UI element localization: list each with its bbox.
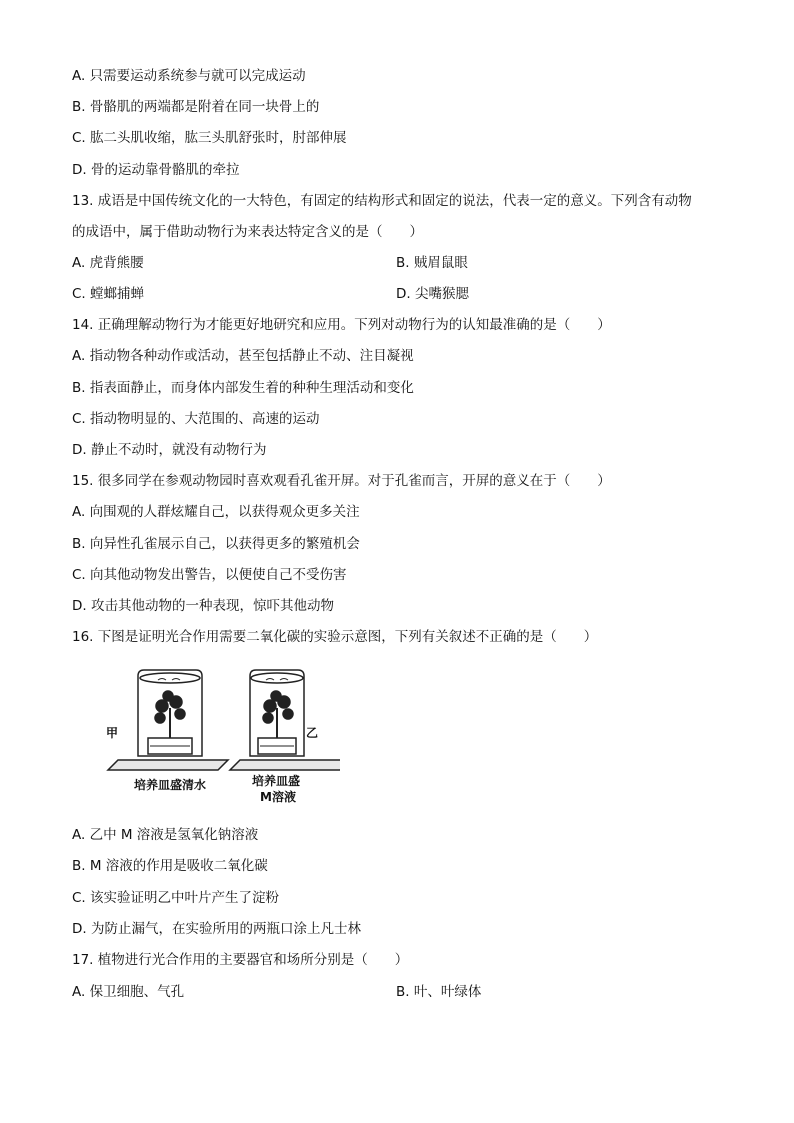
q15-stem: 15. 很多同学在参观动物园时喜欢观看孔雀开屏。对于孔雀而言，开屏的意义在于（ ） (72, 473, 611, 489)
q16-option-d: D. 为防止漏气，在实验所用的两瓶口涂上凡士林 (72, 921, 361, 937)
q12-option-c: C. 肱二头肌收缩，肱三头肌舒张时，肘部伸展 (72, 130, 347, 146)
q13-stem-line2: 的成语中，属于借助动物行为来表达特定含义的是（ ） (72, 224, 423, 240)
q16-stem: 16. 下图是证明光合作用需要二氧化碳的实验示意图，下列有关叙述不正确的是（ ） (72, 629, 598, 645)
caption-jia: 培养皿盛清水 (134, 778, 207, 792)
q13-option-c: C. 螳螂捕蝉 (72, 286, 145, 302)
q14-stem: 14. 正确理解动物行为才能更好地研究和应用。下列对动物行为的认知最准确的是（ ） (72, 317, 611, 333)
experiment-figure (100, 668, 340, 808)
label-yi: 乙 (306, 726, 319, 740)
q12-option-d: D. 骨的运动靠骨骼肌的牵拉 (72, 162, 240, 178)
bell-jar-yi (230, 670, 340, 770)
q14-option-c: C. 指动物明显的、大范围的、高速的运动 (72, 411, 320, 427)
q16-option-a: A. 乙中 M 溶液是氢氧化钠溶液 (72, 827, 259, 843)
q12-option-b: B. 骨骼肌的两端都是附着在同一块骨上的 (72, 99, 320, 115)
q15-option-a: A. 向围观的人群炫耀自己，以获得观众更多关注 (72, 504, 360, 520)
caption-yi-line1: 培养皿盛 (252, 774, 301, 788)
q13-option-d: D. 尖嘴猴腮 (396, 286, 469, 302)
q14-option-b: B. 指表面静止，而身体内部发生着的种种生理活动和变化 (72, 380, 414, 396)
q13-stem-line1: 13. 成语是中国传统文化的一大特色，有固定的结构形式和固定的说法，代表一定的意义。下列含有动物 (72, 193, 692, 209)
q14-option-a: A. 指动物各种动作或活动，甚至包括静止不动、注目凝视 (72, 348, 414, 364)
caption-yi-line2: M溶液 (260, 790, 296, 804)
bell-jar-jia (108, 670, 228, 770)
q12-option-a: A. 只需要运动系统参与就可以完成运动 (72, 68, 306, 84)
q16-option-b: B. M 溶液的作用是吸收二氧化碳 (72, 858, 268, 874)
q17-stem: 17. 植物进行光合作用的主要器官和场所分别是（ ） (72, 952, 409, 968)
bell-jar-diagram (100, 668, 340, 778)
q14-option-d: D. 静止不动时，就没有动物行为 (72, 442, 267, 458)
label-jia: 甲 (106, 726, 119, 740)
q13-option-a: A. 虎背熊腰 (72, 255, 144, 271)
q15-option-b: B. 向异性孔雀展示自己，以获得更多的繁殖机会 (72, 536, 360, 552)
q15-option-d: D. 攻击其他动物的一种表现，惊吓其他动物 (72, 598, 334, 614)
q13-option-b: B. 贼眉鼠眼 (396, 255, 468, 271)
q17-option-a: A. 保卫细胞、气孔 (72, 984, 185, 1000)
q16-option-c: C. 该实验证明乙中叶片产生了淀粉 (72, 890, 280, 906)
q17-option-b: B. 叶、叶绿体 (396, 984, 482, 1000)
q15-option-c: C. 向其他动物发出警告，以便使自己不受伤害 (72, 567, 347, 583)
